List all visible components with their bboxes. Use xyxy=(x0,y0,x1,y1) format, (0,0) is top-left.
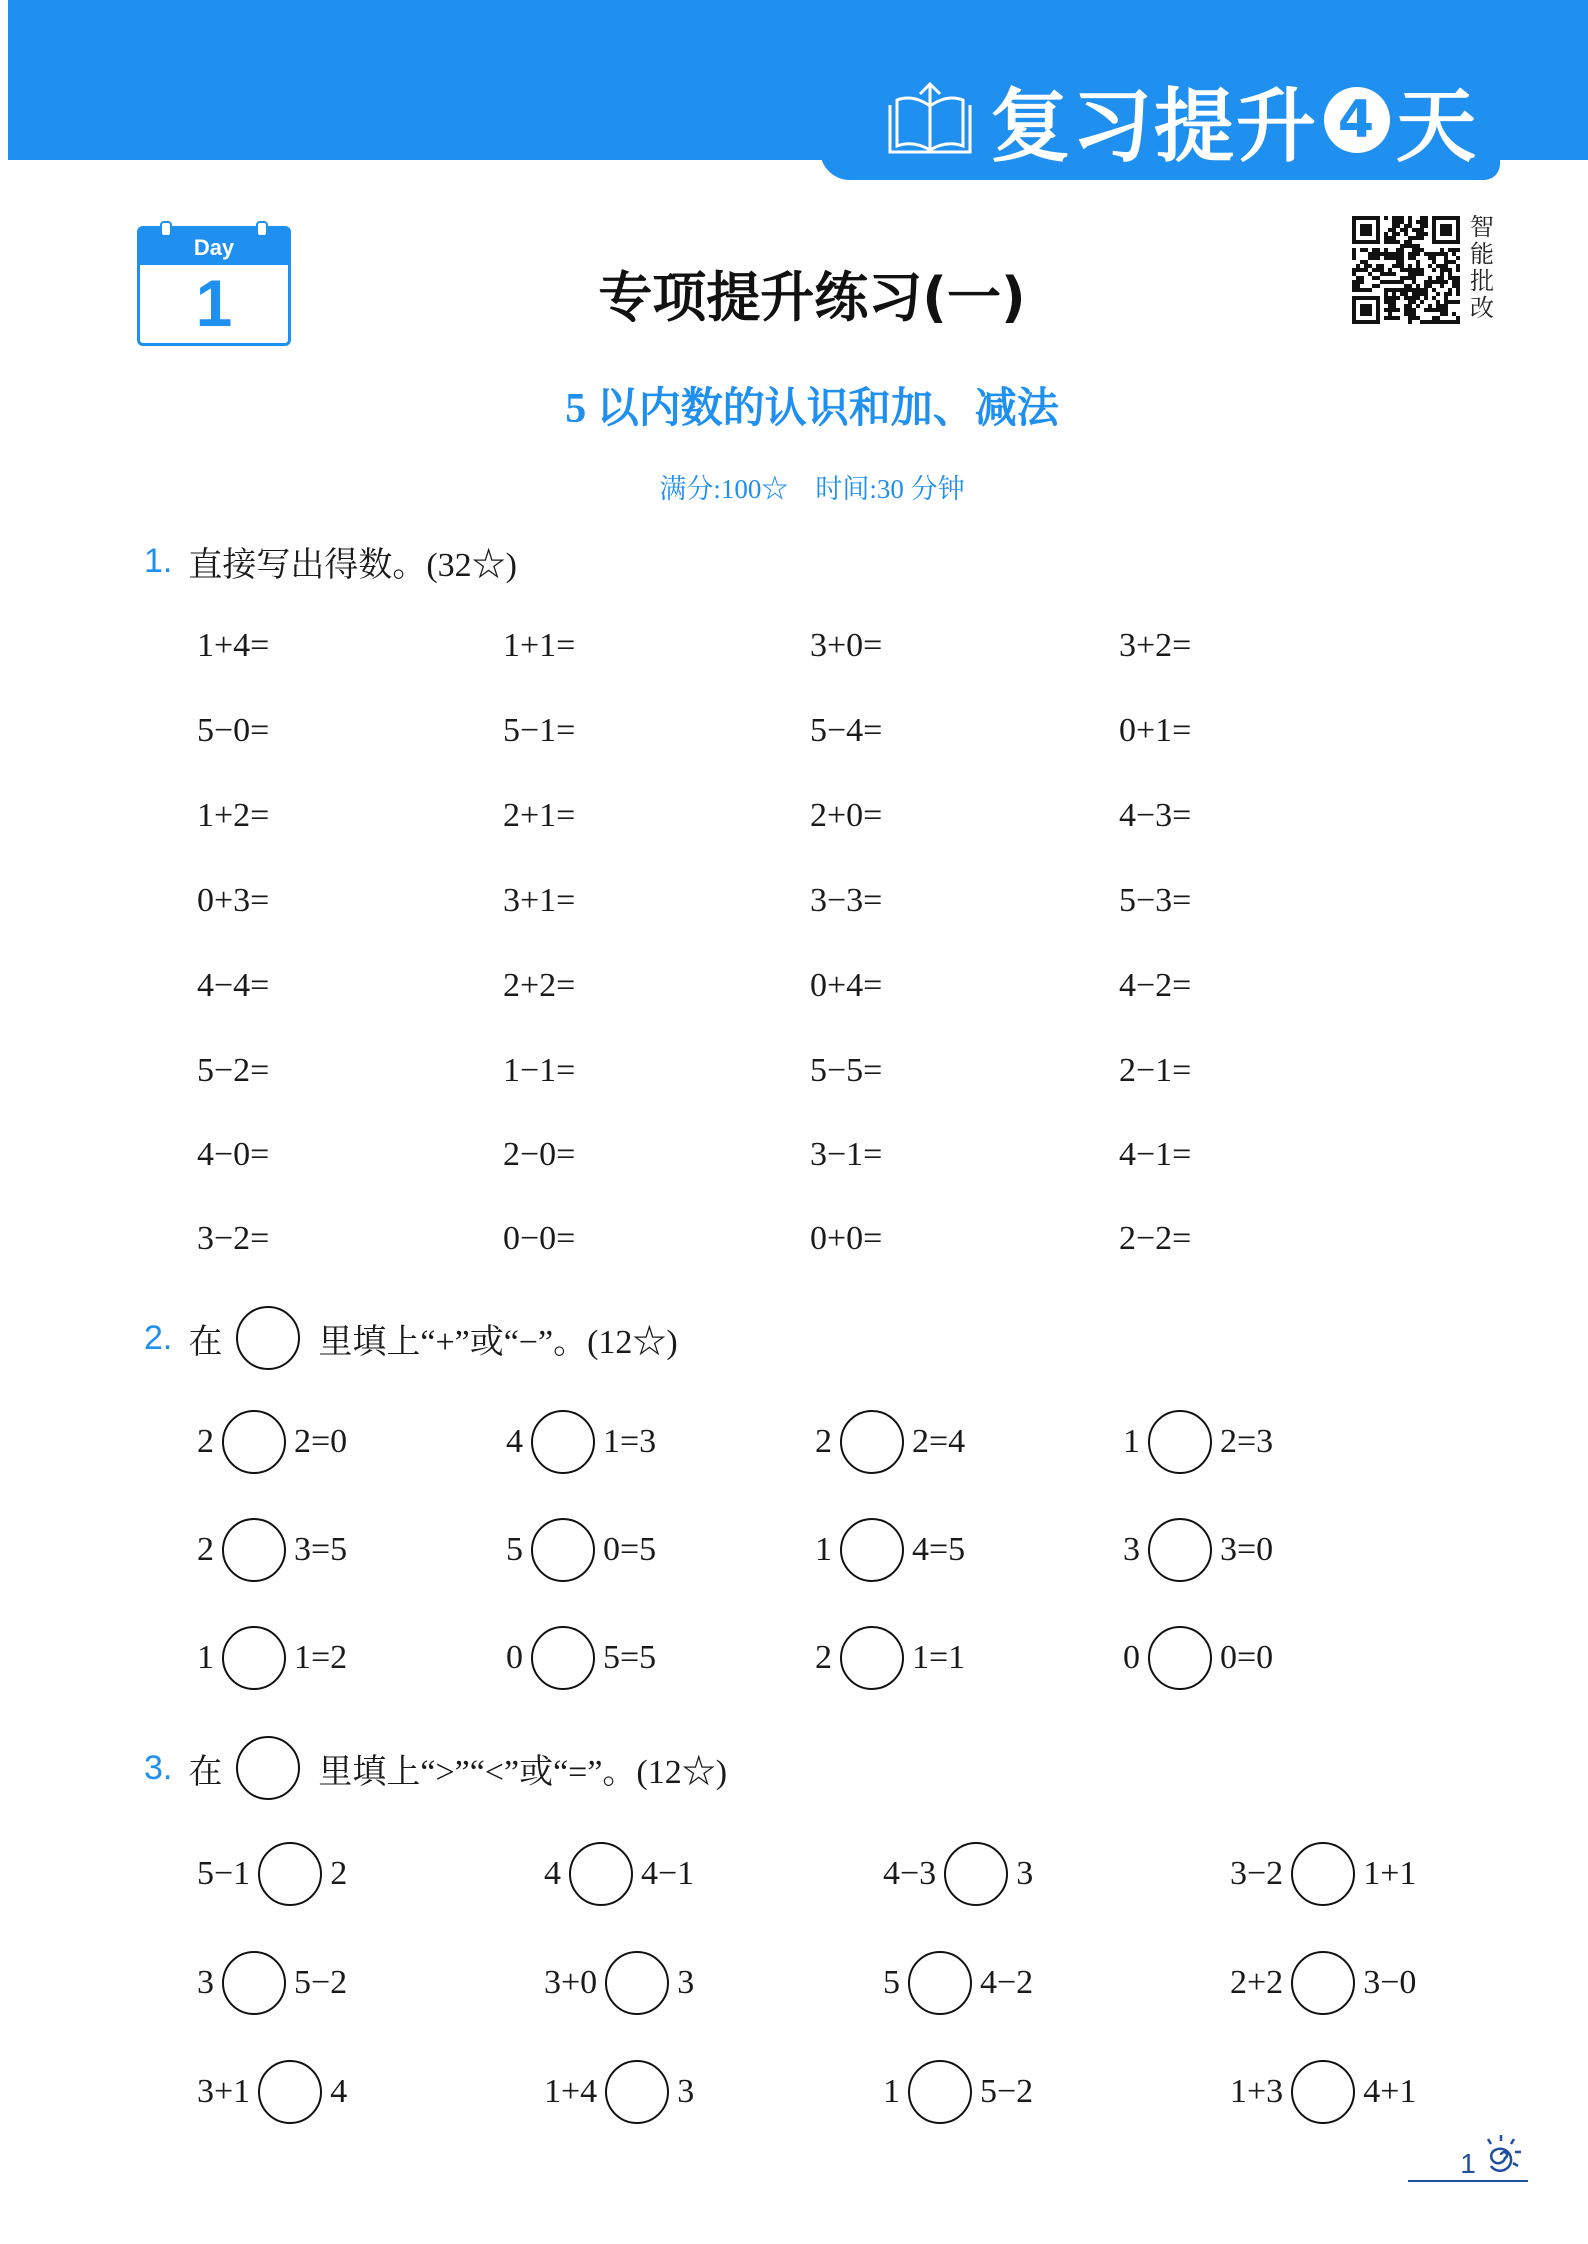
q3-item xyxy=(544,2060,694,2124)
arithmetic-item xyxy=(503,1052,665,1090)
left-operand: 5 xyxy=(506,1531,523,1568)
arithmetic-item xyxy=(810,882,972,920)
circle-symbol xyxy=(236,1736,300,1800)
answer-circle[interactable] xyxy=(531,1626,595,1690)
answer-blank[interactable] xyxy=(575,628,665,664)
arithmetic-item xyxy=(810,967,972,1005)
left-operand: 1 xyxy=(883,2073,900,2110)
left-operand: 5 xyxy=(883,1964,900,2001)
arithmetic-expression: 0+0= xyxy=(810,1220,883,1257)
answer-blank[interactable] xyxy=(1191,713,1281,749)
answer-blank[interactable] xyxy=(269,1221,359,1257)
arithmetic-item xyxy=(503,797,665,835)
q3-item xyxy=(544,1951,694,2015)
answer-circle[interactable] xyxy=(1291,1842,1355,1906)
right-side: 1=1 xyxy=(912,1639,966,1676)
page-title: 专项提升练习(一) xyxy=(598,266,1026,329)
answer-blank[interactable] xyxy=(1191,798,1281,834)
left-operand: 2 xyxy=(197,1531,214,1568)
answer-blank[interactable] xyxy=(1191,883,1281,919)
answer-circle[interactable] xyxy=(908,2060,972,2124)
arithmetic-expression: 5−2= xyxy=(197,1052,270,1089)
qr-code[interactable] xyxy=(1352,216,1460,324)
question-text: 里填上“+”或“−”。(12☆) xyxy=(318,1323,678,1361)
answer-blank[interactable] xyxy=(269,1053,359,1089)
arithmetic-expression: 1−1= xyxy=(503,1052,576,1089)
right-side: 4−1 xyxy=(641,1855,695,1892)
right-side: 3−0 xyxy=(1363,1964,1417,2001)
banner-days-badge: 4 xyxy=(1324,87,1390,153)
arithmetic-expression: 2−0= xyxy=(503,1136,576,1173)
left-operand: 3+0 xyxy=(544,1964,598,2001)
right-side: 5=5 xyxy=(603,1639,657,1676)
right-side: 2=3 xyxy=(1220,1423,1274,1460)
calendar-ring xyxy=(160,221,172,237)
answer-circle[interactable] xyxy=(531,1410,595,1474)
answer-circle[interactable] xyxy=(222,1518,286,1582)
q3-item xyxy=(1230,1951,1416,2015)
arithmetic-expression: 2−2= xyxy=(1119,1220,1192,1257)
arithmetic-item xyxy=(1119,1136,1281,1174)
answer-blank[interactable] xyxy=(575,1137,665,1173)
arithmetic-expression: 2−1= xyxy=(1119,1052,1192,1089)
arithmetic-expression: 4−3= xyxy=(1119,797,1192,834)
answer-blank[interactable] xyxy=(269,628,359,664)
left-operand: 1 xyxy=(815,1531,832,1568)
arithmetic-item xyxy=(503,627,665,665)
arithmetic-expression: 0+4= xyxy=(810,967,883,1004)
right-side: 2 xyxy=(330,1855,348,1892)
arithmetic-expression: 3−3= xyxy=(810,882,883,919)
arithmetic-expression: 1+2= xyxy=(197,797,270,834)
question-text: 在 xyxy=(188,1323,223,1361)
arithmetic-item xyxy=(503,712,665,750)
question-number: 1. xyxy=(144,542,173,580)
arithmetic-expression: 5−0= xyxy=(197,712,270,749)
q2-item xyxy=(815,1518,965,1582)
q2-item xyxy=(506,1410,656,1474)
q3-item xyxy=(197,1951,347,2015)
right-side: 2=0 xyxy=(294,1423,348,1460)
answer-circle[interactable] xyxy=(258,1842,322,1906)
left-operand: 3+1 xyxy=(197,2073,251,2110)
answer-circle[interactable] xyxy=(531,1518,595,1582)
answer-circle[interactable] xyxy=(1148,1518,1212,1582)
right-side: 1=2 xyxy=(294,1639,348,1676)
answer-blank[interactable] xyxy=(269,713,359,749)
right-side: 5−2 xyxy=(294,1964,348,2001)
answer-blank[interactable] xyxy=(269,968,359,1004)
arithmetic-expression: 5−3= xyxy=(1119,882,1192,919)
arithmetic-expression: 1+1= xyxy=(503,627,576,664)
right-side: 3 xyxy=(1016,1855,1034,1892)
left-operand: 2 xyxy=(815,1423,832,1460)
question-text: 直接写出得数。(32☆) xyxy=(188,547,518,584)
arithmetic-expression: 3+2= xyxy=(1119,627,1192,664)
left-operand: 4 xyxy=(544,1855,561,1892)
arithmetic-item xyxy=(1119,797,1281,835)
arithmetic-item xyxy=(197,1052,359,1090)
arithmetic-expression: 2+0= xyxy=(810,797,883,834)
answer-blank[interactable] xyxy=(882,1053,972,1089)
answer-blank[interactable] xyxy=(882,883,972,919)
answer-blank[interactable] xyxy=(575,1221,665,1257)
right-side: 3 xyxy=(677,1964,695,2001)
arithmetic-expression: 5−1= xyxy=(503,712,576,749)
right-side: 3=5 xyxy=(294,1531,348,1568)
answer-blank[interactable] xyxy=(269,883,359,919)
answer-blank[interactable] xyxy=(575,713,665,749)
score-time-info: 满分:100☆ 时间:30 分钟 xyxy=(659,474,965,504)
arithmetic-item xyxy=(197,1220,359,1258)
arithmetic-item xyxy=(503,1136,665,1174)
q3-item xyxy=(1230,2060,1416,2124)
question-number: 2. xyxy=(144,1318,173,1357)
answer-blank[interactable] xyxy=(575,883,665,919)
page-number: 1 xyxy=(1408,2148,1528,2182)
answer-circle[interactable] xyxy=(1148,1626,1212,1690)
answer-circle[interactable] xyxy=(605,2060,669,2124)
left-operand: 3−2 xyxy=(1230,1855,1284,1892)
arithmetic-expression: 3−1= xyxy=(810,1136,883,1173)
arithmetic-item xyxy=(503,1220,665,1258)
arithmetic-expression: 3+0= xyxy=(810,627,883,664)
answer-circle[interactable] xyxy=(1291,2060,1355,2124)
q2-item xyxy=(815,1626,965,1690)
banner-title-text: 复习提升 xyxy=(990,80,1318,173)
answer-blank[interactable] xyxy=(1191,1053,1281,1089)
sun-spiral-icon xyxy=(1476,2130,1526,2180)
answer-blank[interactable] xyxy=(882,628,972,664)
answer-blank[interactable] xyxy=(575,798,665,834)
arithmetic-expression: 2+2= xyxy=(503,967,576,1004)
q3-item xyxy=(1230,1842,1416,1906)
question-3-heading xyxy=(144,1736,727,1800)
qr-label: 智能批改 xyxy=(1470,213,1494,322)
question-text: 里填上“>”“<”或“=”。(12☆) xyxy=(318,1753,728,1791)
left-operand: 1+3 xyxy=(1230,2073,1284,2110)
q2-item xyxy=(197,1410,347,1474)
left-operand: 2 xyxy=(197,1423,214,1460)
subtitle: 5 以内数的认识和加、减法 xyxy=(565,386,1059,432)
answer-circle[interactable] xyxy=(605,1951,669,2015)
arithmetic-item xyxy=(1119,1052,1281,1090)
answer-blank[interactable] xyxy=(882,713,972,749)
answer-blank[interactable] xyxy=(1191,968,1281,1004)
answer-blank[interactable] xyxy=(882,798,972,834)
answer-blank[interactable] xyxy=(1191,1221,1281,1257)
answer-blank[interactable] xyxy=(269,1137,359,1173)
question-text: 在 xyxy=(188,1753,223,1791)
arithmetic-item xyxy=(810,627,972,665)
book-icon xyxy=(885,80,975,160)
right-side: 4 xyxy=(330,2073,348,2110)
q2-item xyxy=(506,1626,656,1690)
arithmetic-item xyxy=(197,712,359,750)
right-side: 1=3 xyxy=(603,1423,657,1460)
answer-blank[interactable] xyxy=(575,1053,665,1089)
right-side: 5−2 xyxy=(980,2073,1034,2110)
arithmetic-expression: 2+1= xyxy=(503,797,576,834)
answer-blank[interactable] xyxy=(882,968,972,1004)
arithmetic-item xyxy=(1119,967,1281,1005)
q3-item xyxy=(883,1951,1033,2015)
answer-circle[interactable] xyxy=(908,1951,972,2015)
arithmetic-item xyxy=(197,797,359,835)
answer-circle[interactable] xyxy=(840,1518,904,1582)
left-operand: 1 xyxy=(197,1639,214,1676)
q2-item xyxy=(197,1518,347,1582)
right-side: 0=5 xyxy=(603,1531,657,1568)
calendar-day: 1 xyxy=(195,266,233,340)
question-number: 3. xyxy=(144,1748,173,1787)
arithmetic-item xyxy=(197,1136,359,1174)
arithmetic-expression: 4−0= xyxy=(197,1136,270,1173)
left-operand: 5−1 xyxy=(197,1855,251,1892)
right-side: 3 xyxy=(677,2073,695,2110)
arithmetic-expression: 4−2= xyxy=(1119,967,1192,1004)
answer-blank[interactable] xyxy=(1191,1137,1281,1173)
arithmetic-item xyxy=(503,967,665,1005)
left-operand: 2 xyxy=(815,1639,832,1676)
answer-circle[interactable] xyxy=(569,1842,633,1906)
arithmetic-item xyxy=(810,797,972,835)
arithmetic-item xyxy=(1119,627,1281,665)
arithmetic-expression: 3−2= xyxy=(197,1220,270,1257)
answer-blank[interactable] xyxy=(882,1137,972,1173)
right-side: 4−2 xyxy=(980,1964,1034,2001)
q2-item xyxy=(506,1518,656,1582)
arithmetic-item xyxy=(1119,882,1281,920)
calendar-label: Day xyxy=(140,229,288,265)
arithmetic-item xyxy=(810,1220,972,1258)
q2-item xyxy=(197,1626,347,1690)
right-side: 3=0 xyxy=(1220,1531,1274,1568)
answer-circle[interactable] xyxy=(222,1951,286,2015)
right-side: 0=0 xyxy=(1220,1639,1274,1676)
arithmetic-item xyxy=(1119,712,1281,750)
answer-circle[interactable] xyxy=(258,2060,322,2124)
question-1-heading xyxy=(144,537,517,586)
left-operand: 0 xyxy=(1123,1639,1140,1676)
answer-circle[interactable] xyxy=(840,1626,904,1690)
right-side: 4=5 xyxy=(912,1531,966,1568)
q3-item xyxy=(197,1842,347,1906)
left-operand: 0 xyxy=(506,1639,523,1676)
left-operand: 1+4 xyxy=(544,2073,598,2110)
left-operand: 1 xyxy=(1123,1423,1140,1460)
arithmetic-item xyxy=(810,1136,972,1174)
arithmetic-expression: 3+1= xyxy=(503,882,576,919)
arithmetic-expression: 4−4= xyxy=(197,967,270,1004)
arithmetic-item xyxy=(1119,1220,1281,1258)
q2-item xyxy=(1123,1518,1273,1582)
q3-item xyxy=(883,2060,1033,2124)
right-side: 4+1 xyxy=(1363,2073,1417,2110)
answer-circle[interactable] xyxy=(1291,1951,1355,2015)
answer-blank[interactable] xyxy=(269,798,359,834)
arithmetic-expression: 0+3= xyxy=(197,882,270,919)
banner-title-suffix: 天 xyxy=(1396,80,1478,173)
q3-item xyxy=(883,1842,1033,1906)
right-side: 2=4 xyxy=(912,1423,966,1460)
answer-blank[interactable] xyxy=(575,968,665,1004)
calendar-ring xyxy=(256,221,268,237)
q3-item xyxy=(544,1842,694,1906)
answer-circle[interactable] xyxy=(1148,1410,1212,1474)
answer-blank[interactable] xyxy=(882,1221,972,1257)
answer-circle[interactable] xyxy=(222,1410,286,1474)
arithmetic-item xyxy=(197,967,359,1005)
q2-item xyxy=(1123,1410,1273,1474)
answer-circle[interactable] xyxy=(222,1626,286,1690)
arithmetic-expression: 5−4= xyxy=(810,712,883,749)
arithmetic-expression: 0−0= xyxy=(503,1220,576,1257)
question-2-heading xyxy=(144,1306,678,1370)
q2-item xyxy=(815,1410,965,1474)
left-operand: 3 xyxy=(197,1964,214,2001)
arithmetic-item xyxy=(197,627,359,665)
left-operand: 2+2 xyxy=(1230,1964,1284,2001)
arithmetic-expression: 5−5= xyxy=(810,1052,883,1089)
banner-title xyxy=(990,62,1478,177)
circle-symbol xyxy=(236,1306,300,1370)
right-side: 1+1 xyxy=(1363,1855,1417,1892)
arithmetic-expression: 0+1= xyxy=(1119,712,1192,749)
answer-circle[interactable] xyxy=(944,1842,1008,1906)
arithmetic-item xyxy=(810,712,972,750)
arithmetic-item xyxy=(503,882,665,920)
arithmetic-item xyxy=(810,1052,972,1090)
left-operand: 4 xyxy=(506,1423,523,1460)
arithmetic-expression: 4−1= xyxy=(1119,1136,1192,1173)
answer-blank[interactable] xyxy=(1191,628,1281,664)
answer-circle[interactable] xyxy=(840,1410,904,1474)
q2-item xyxy=(1123,1626,1273,1690)
arithmetic-expression: 1+4= xyxy=(197,627,270,664)
left-operand: 4−3 xyxy=(883,1855,937,1892)
left-operand: 3 xyxy=(1123,1531,1140,1568)
arithmetic-item xyxy=(197,882,359,920)
q3-item xyxy=(197,2060,347,2124)
